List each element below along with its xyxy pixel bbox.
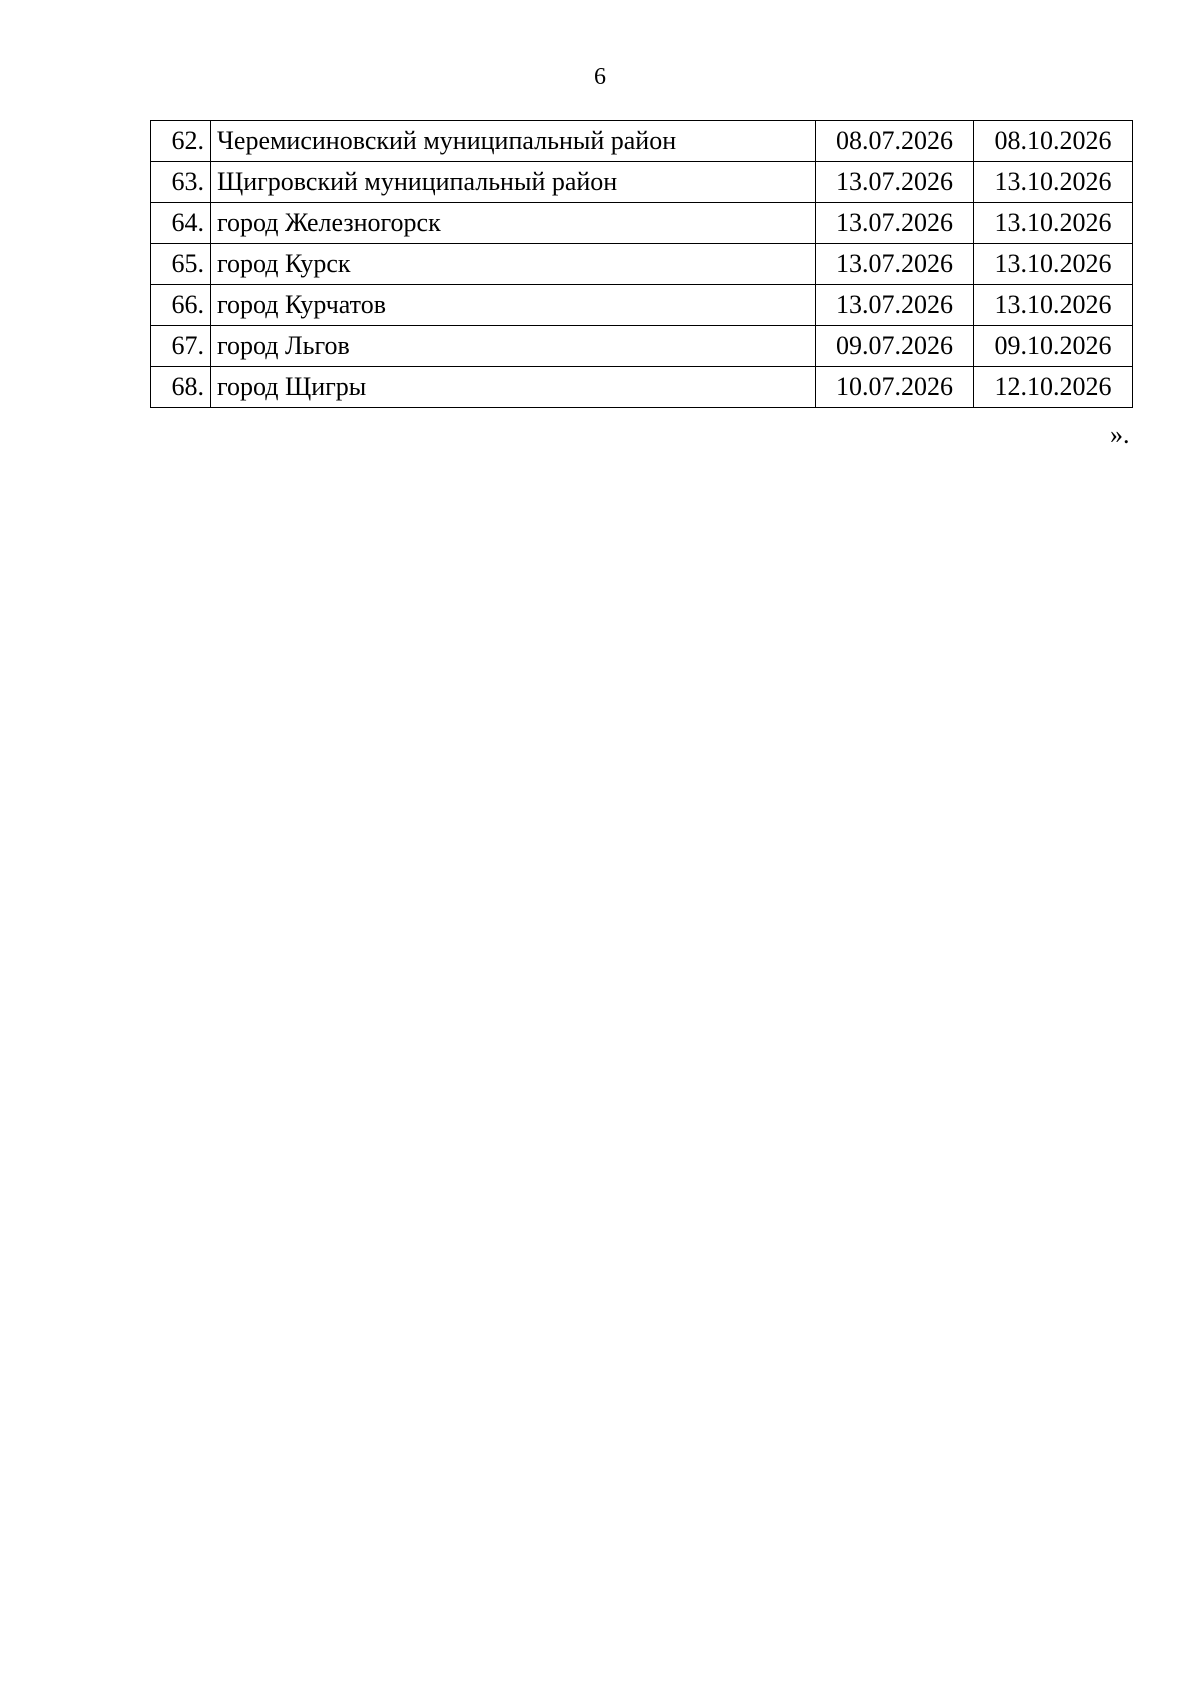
start-date: 08.07.2026 xyxy=(816,121,974,162)
row-number: 66. xyxy=(151,285,211,326)
row-number: 68. xyxy=(151,367,211,408)
row-number: 67. xyxy=(151,326,211,367)
table-row xyxy=(151,203,1133,244)
table-row xyxy=(151,121,1133,162)
municipality-name: Черемисиновский муниципальный район xyxy=(211,121,816,162)
end-date: 13.10.2026 xyxy=(974,203,1133,244)
start-date: 13.07.2026 xyxy=(816,203,974,244)
table-row xyxy=(151,285,1133,326)
schedule-table xyxy=(150,120,1133,408)
municipality-name: город Железногорск xyxy=(211,203,816,244)
table-row xyxy=(151,162,1133,203)
row-number: 63. xyxy=(151,162,211,203)
end-date: 13.10.2026 xyxy=(974,285,1133,326)
end-date: 12.10.2026 xyxy=(974,367,1133,408)
row-number: 64. xyxy=(151,203,211,244)
table-row xyxy=(151,326,1133,367)
end-date: 08.10.2026 xyxy=(974,121,1133,162)
table-row xyxy=(151,367,1133,408)
start-date: 13.07.2026 xyxy=(816,285,974,326)
start-date: 13.07.2026 xyxy=(816,244,974,285)
start-date: 13.07.2026 xyxy=(816,162,974,203)
start-date: 10.07.2026 xyxy=(816,367,974,408)
end-date: 13.10.2026 xyxy=(974,162,1133,203)
table-row xyxy=(151,244,1133,285)
row-number: 65. xyxy=(151,244,211,285)
row-number: 62. xyxy=(151,121,211,162)
municipality-name: город Курск xyxy=(211,244,816,285)
municipality-name: город Щигры xyxy=(211,367,816,408)
end-date: 13.10.2026 xyxy=(974,244,1133,285)
closing-quote-mark: ». xyxy=(1110,420,1130,449)
start-date: 09.07.2026 xyxy=(816,326,974,367)
page-number: 6 xyxy=(594,64,606,90)
municipality-name: город Курчатов xyxy=(211,285,816,326)
end-date: 09.10.2026 xyxy=(974,326,1133,367)
municipality-name: город Льгов xyxy=(211,326,816,367)
municipality-name: Щигровский муниципальный район xyxy=(211,162,816,203)
